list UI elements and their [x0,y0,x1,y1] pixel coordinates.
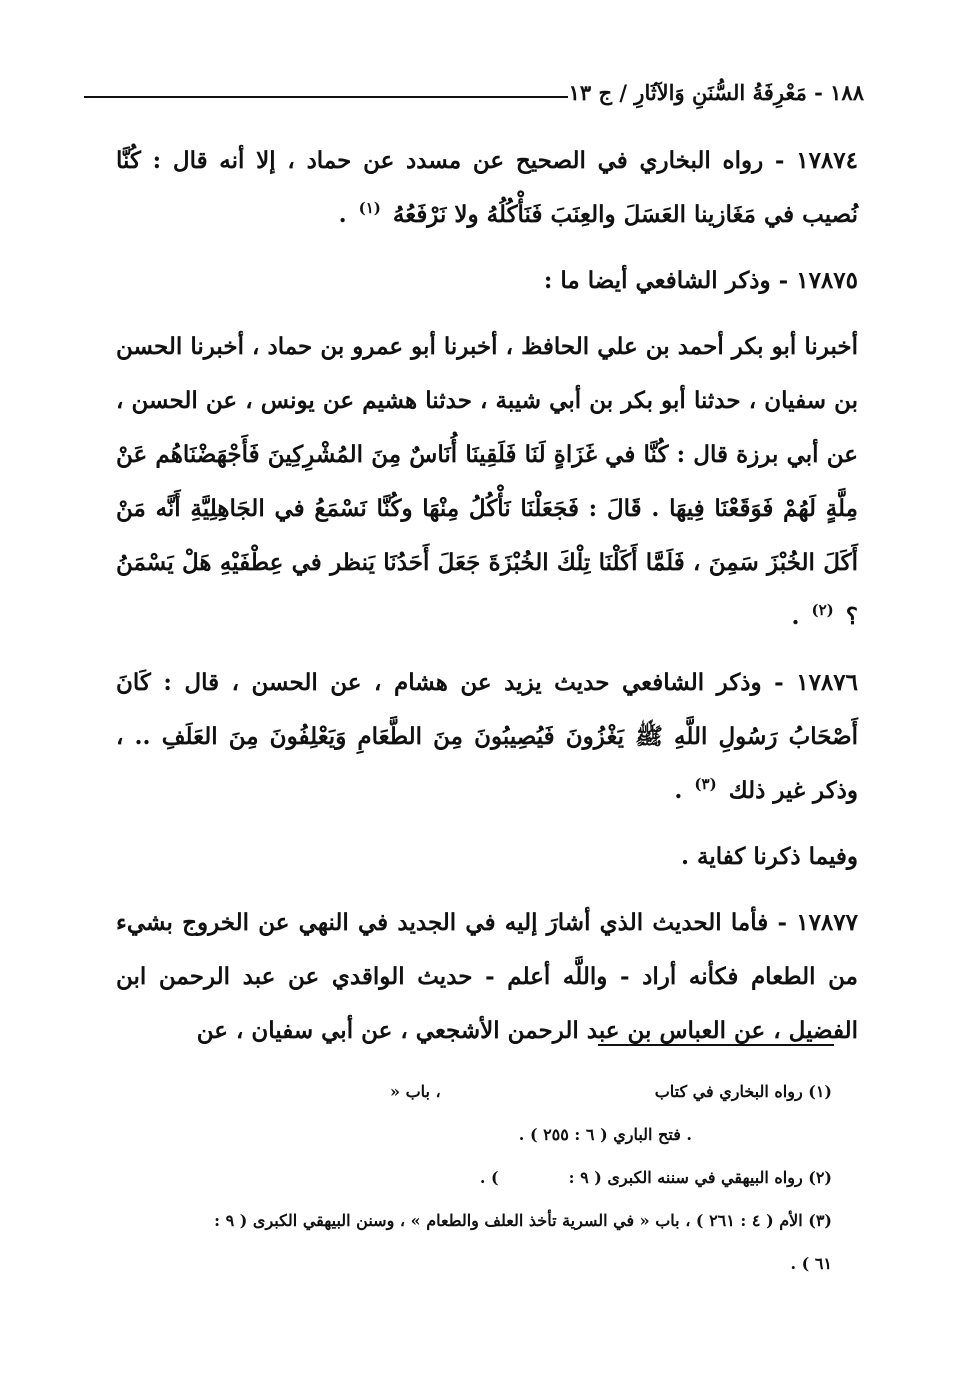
paragraph-17877 [116,896,858,1058]
footnotes [112,1070,832,1285]
running-title: ١٨٨ - مَعْرِفَةُ السُّنَنِ وَالآثَارِ / ج ١٣ [568,80,864,105]
paragraph-sufficiency [116,830,858,884]
footnote-1 [112,1070,832,1113]
footnote-1-source: . فتح الباري ( ٦ : ٢٥٥ ) . [518,1125,692,1144]
hadith-number: ١٧٨٧٦ [796,669,858,696]
footnote-1-chapter: ، باب « [390,1082,441,1101]
paragraph-17874 [116,134,858,242]
running-header [84,78,864,122]
main-text [116,134,858,1070]
hadith-number: ١٧٨٧٧ [796,909,858,936]
paragraph-text: - وذكر الشافعي أيضا ما : [543,267,797,294]
hadith-number: ١٧٨٧٥ [796,267,858,294]
footnote-rule [598,1044,834,1046]
paragraph-17875 [116,254,858,308]
paragraph-17876 [116,656,858,818]
paragraph-text: - رواه البخاري في الصحيح عن مسدد عن حماد ، إلا أنه قال : كُنَّا نُصيب في مَغَازينا العَسَلَ والعِنَبَ فَنَأْكُلُهُ ولا نَرْفَعُهُ [116,147,858,228]
hadith-number: ١٧٨٧٤ [796,147,858,174]
footnote-2-close: ) . [479,1168,499,1187]
paragraph-isnad [116,320,858,644]
paragraph-tail: . [674,777,691,804]
footnote-2 [112,1156,832,1199]
footnote-ref: (٣) [694,775,717,794]
paragraph-text: - فأما الحديث الذي أشارَ إليه في الجديد في النهي عن الخروج بشيء من الطعام فكأنه أراد - واللَّه أعلم - حديث الواقدي عن عبد الرحمن ابن الفضيل ، عن العباس بن عبد الرحمن الأشجعي ، عن أبي سفيان ، عن [116,909,858,1044]
footnote-2-text: (٢) رواه البيهقي في سننه الكبرى ( ٩ : [568,1168,832,1187]
footnote-ref: (٢) [811,601,834,620]
footnote-3 [112,1199,832,1242]
footnote-3-text: (٣) الأم ( ٤ : ٢٦١ ) ، باب « في السرية تأخذ العلف والطعام » ، وسنن البيهقي الكبرى ( ٩ : [214,1211,832,1230]
paragraph-text: وفيما ذكرنا كفاية . [681,843,858,870]
paragraph-text: - وذكر الشافعي حديث يزيد عن هشام ، عن الحسن ، قال : كَانَ أَصْحَابُ رَسُولِ اللَّهِ ﷺ يَغْزُونَ فَيُصِيبُونَ مِنَ الطَّعَامِ وَيَعْلِفُونَ مِنَ العَلَفِ .. ، وذكر غير ذلك [116,669,858,804]
paragraph-tail: . [338,201,355,228]
paragraph-tail: . [791,603,808,630]
footnote-3-continued [112,1242,832,1285]
header-rule [84,96,568,98]
footnote-1-text: (١) رواه البخاري في كتاب [654,1082,832,1101]
footnote-ref: (١) [358,199,381,218]
footnote-1-continued [112,1113,832,1156]
footnote-3-close: ٦١ ) . [790,1254,832,1273]
paragraph-text: أخبرنا أبو بكر أحمد بن علي الحافظ ، أخبرنا أبو عمرو بن حماد ، أخبرنا الحسن بن سفيان ، حدثنا أبو بكر بن أبي شيبة ، حدثنا هشيم عن يونس ، عن الحسن ، عن أبي برزة قال : كُنَّا في غَزَاةٍ لَنَا فَلَقِينَا أُنَاسٌ مِنَ المُشْرِكِينَ فَأَجْهَضْنَاهُم عَنْ مِلَّةٍ لَهُمْ فَوَقَعْنَا فِيهَا . قَالَ : فَجَعَلْنَا نَأْكُلُ مِنْهَا وكُنَّا نَسْمَعُ في الجَاهِلِيَّةِ أَنَّه مَنْ أَكَلَ الخُبْزَ سَمِنَ ، فَلَمَّا أَكَلْنَا تِلْكَ الخُبْزَةَ جَعَلَ أَحَدُنَا يَنظر في عِطْفَيْهِ هَلْ يَسْمَنُ ؟ [116,333,858,630]
